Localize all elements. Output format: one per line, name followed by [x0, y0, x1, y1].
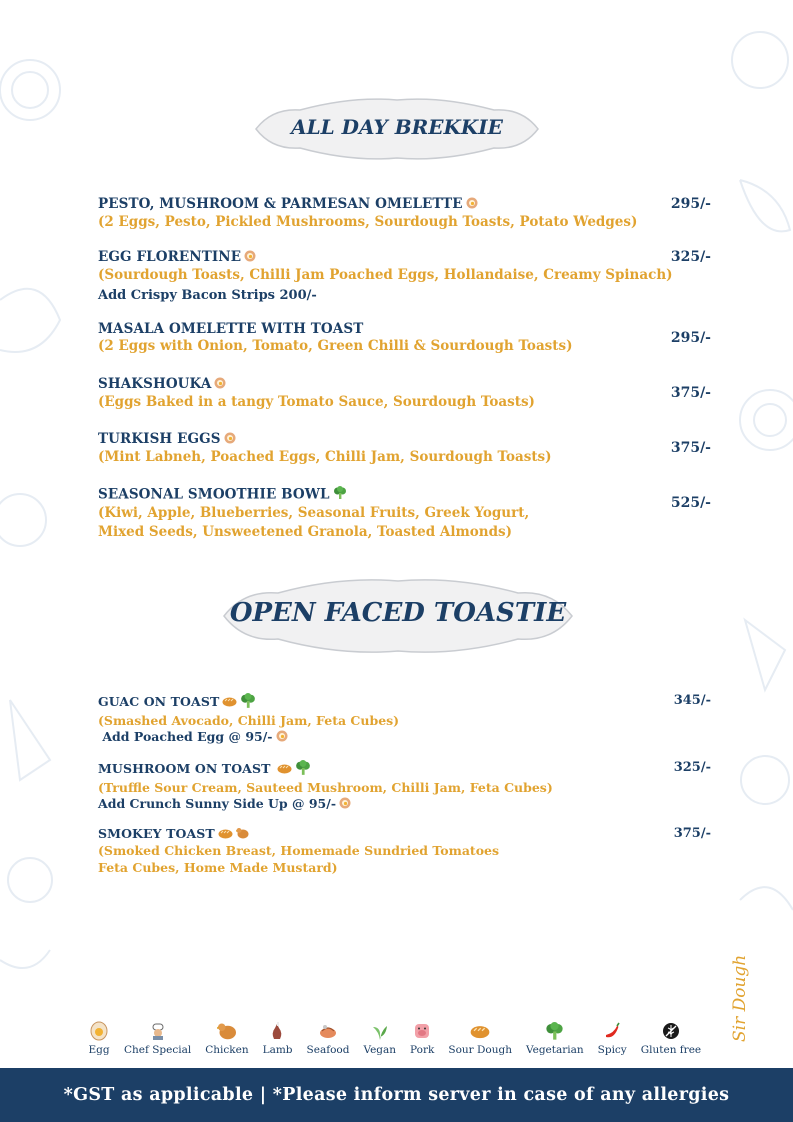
item-description: (Kiwi, Apple, Blueberries, Seasonal Fruits, Greek Yogurt,: [98, 505, 530, 521]
dietary-legend: [88, 1020, 701, 1056]
menu-item: [98, 760, 713, 812]
item-name: MUSHROOM ON TOAST: [98, 761, 271, 776]
item-price: 325/-: [673, 760, 711, 775]
menu-item: [98, 486, 713, 542]
egg-icon: [88, 1020, 110, 1042]
chilli-icon: [601, 1020, 623, 1042]
item-addon: Add Crunch Sunny Side Up @ 95/-: [98, 796, 337, 811]
lamb-icon: [267, 1020, 289, 1042]
item-description: (2 Eggs with Onion, Tomato, Green Chilli & Sourdough Toasts): [98, 338, 573, 354]
item-name: GUAC ON TOAST: [98, 694, 220, 709]
legend-egg: [88, 1020, 110, 1056]
legend-label: Vegan: [363, 1044, 397, 1056]
egg-icon: [339, 797, 351, 812]
brand-logo-text: Sir Dough: [730, 954, 750, 1042]
item-name: MASALA OMELETTE WITH TOAST: [98, 321, 364, 337]
item-name: SEASONAL SMOOTHIE BOWL: [98, 486, 330, 503]
legend-sour-dough: [448, 1020, 512, 1056]
legend-label: Vegetarian: [526, 1044, 584, 1056]
item-price: 525/-: [670, 495, 711, 511]
gluten-free-icon: [660, 1020, 682, 1042]
menu-item: [98, 376, 713, 412]
legend-gluten-free: [641, 1020, 701, 1056]
item-price: 375/-: [670, 440, 711, 456]
section-banner-brekkie: [252, 96, 542, 162]
broccoli-icon: [295, 760, 311, 779]
item-description: (2 Eggs, Pesto, Pickled Mushrooms, Sourdough Toasts, Potato Wedges): [98, 213, 638, 230]
menu-item: [98, 431, 713, 467]
section-title: ALL DAY BREKKIE: [291, 115, 503, 139]
legend-label: Egg: [88, 1044, 110, 1056]
legend-vegetarian: [526, 1020, 584, 1056]
menu-item: [98, 826, 713, 876]
legend-lamb: [263, 1020, 293, 1056]
egg-icon: [244, 250, 256, 266]
broccoli-icon: [544, 1020, 566, 1042]
item-description: (Mint Labneh, Poached Eggs, Chilli Jam, Sourdough Toasts): [98, 448, 552, 465]
legend-label: Seafood: [306, 1044, 350, 1056]
menu-item: [98, 321, 713, 356]
egg-icon: [466, 197, 478, 213]
sourdough-icon: [277, 762, 292, 777]
egg-icon: [224, 432, 236, 448]
egg-icon: [276, 730, 288, 745]
item-description: (Smashed Avocado, Chilli Jam, Feta Cubes): [98, 713, 400, 728]
legend-label: Chicken: [205, 1044, 249, 1056]
item-name: TURKISH EGGS: [98, 431, 221, 447]
legend-chicken: [205, 1020, 248, 1056]
item-name: SMOKEY TOAST: [98, 826, 215, 841]
footer-bar: [0, 1068, 793, 1122]
item-price: 295/-: [670, 196, 711, 212]
legend-spicy: [598, 1020, 627, 1056]
item-description: (Truffle Sour Cream, Sauteed Mushroom, Chilli Jam, Feta Cubes): [98, 780, 553, 795]
item-description: Feta Cubes, Home Made Mustard): [98, 860, 338, 875]
item-description: (Smoked Chicken Breast, Homemade Sundried Tomatoes: [98, 843, 500, 858]
item-price: 345/-: [673, 693, 711, 708]
legend-label: Pork: [410, 1044, 435, 1056]
sourdough-icon: [222, 695, 237, 710]
chicken-icon: [216, 1020, 238, 1042]
seafood-icon: [317, 1020, 339, 1042]
footer-note: *GST as applicable | *Please inform server in case of any allergies: [63, 1085, 730, 1105]
item-description: Mixed Seeds, Unsweetened Granola, Toasted Almonds): [98, 524, 513, 540]
legend-label: Sour Dough: [448, 1044, 512, 1056]
chef-icon: [147, 1020, 169, 1042]
sourdough-icon: [469, 1020, 491, 1042]
section-title: OPEN FACED TOASTIE: [229, 598, 567, 628]
item-name: SHAKSHOUKA: [98, 376, 212, 392]
item-price: 325/-: [670, 249, 711, 265]
chicken-icon: [236, 827, 249, 842]
broccoli-icon: [333, 486, 347, 504]
item-name: EGG FLORENTINE: [98, 249, 242, 265]
egg-icon: [214, 377, 226, 393]
legend-seafood: [307, 1020, 350, 1056]
item-name: PESTO, MUSHROOM & PARMESAN OMELETTE: [98, 196, 463, 212]
menu-item: [98, 249, 713, 303]
item-price: 295/-: [670, 330, 711, 346]
menu-item: [98, 693, 713, 745]
item-price: 375/-: [673, 826, 711, 841]
legend-chef-special: [124, 1020, 191, 1056]
item-description: (Eggs Baked in a tangy Tomato Sauce, Sourdough Toasts): [98, 393, 535, 410]
legend-label: Spicy: [597, 1044, 627, 1056]
item-addon: Add Crispy Bacon Strips 200/-: [98, 287, 317, 303]
menu-item: [98, 196, 713, 232]
legend-label: Chef Special: [124, 1044, 192, 1056]
sourdough-icon: [218, 827, 233, 842]
legend-label: Gluten free: [640, 1044, 702, 1056]
legend-vegan: [363, 1020, 396, 1056]
item-price: 375/-: [670, 385, 711, 401]
pork-icon: [411, 1020, 433, 1042]
item-description: (Sourdough Toasts, Chilli Jam Poached Eggs, Hollandaise, Creamy Spinach): [98, 266, 673, 283]
vegan-icon: [369, 1020, 391, 1042]
item-addon: Add Poached Egg @ 95/-: [98, 729, 273, 744]
legend-pork: [410, 1020, 434, 1056]
broccoli-icon: [240, 693, 256, 712]
legend-label: Lamb: [262, 1044, 293, 1056]
section-banner-toastie: [220, 576, 576, 656]
